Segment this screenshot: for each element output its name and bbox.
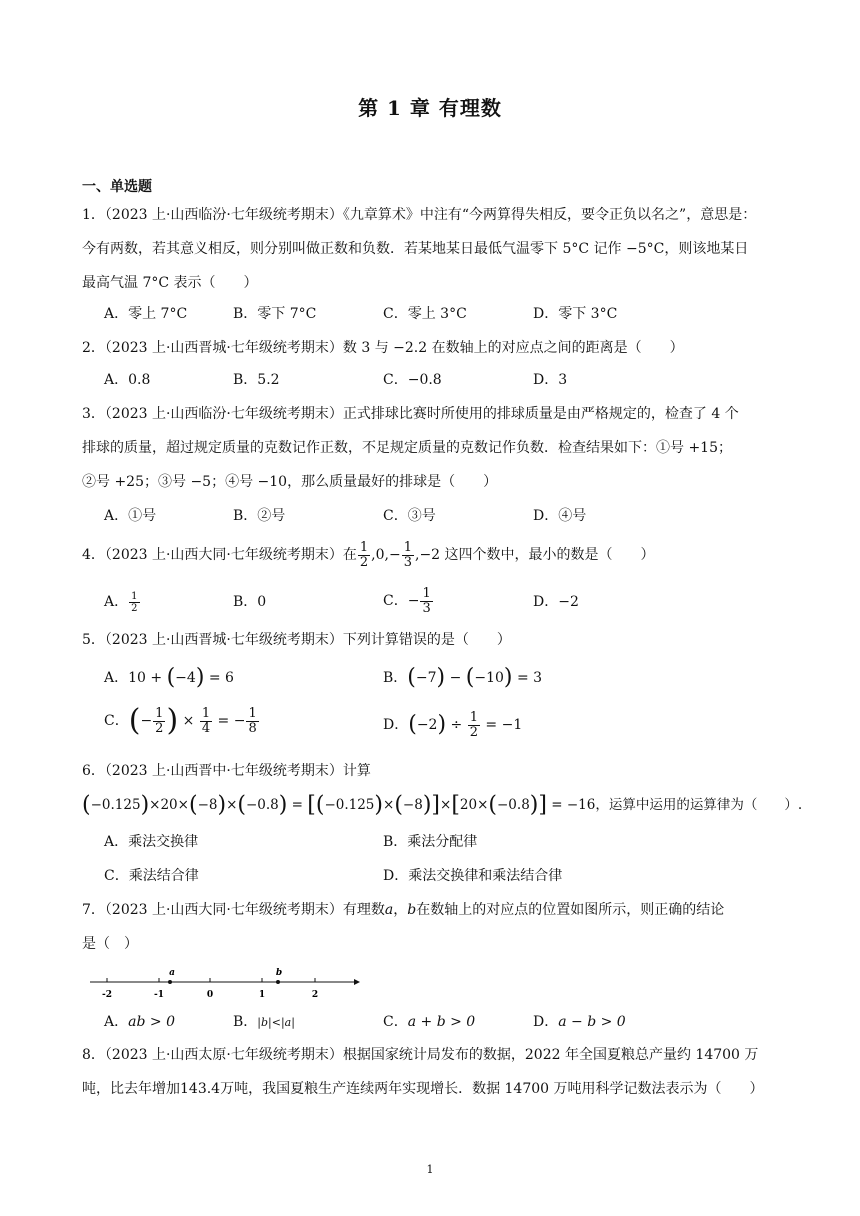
variable-a: a [384,902,394,918]
paren-close: ) [422,792,432,818]
q4-option-b: B．0 [233,594,267,610]
expr-part: × [383,797,395,813]
expr-part: |b|<|a| [257,1016,295,1029]
q2-line-1: 2．（2023 上·山西晋城·七年级统考期末）数 3 与 −2.2 在数轴上的对应点之间的距离是（ ） [82,340,684,356]
q2-option-c: C．−0.8 [383,372,442,388]
expr-part: −2 [416,717,438,733]
point-b [276,980,280,984]
expr-part: −0.125 [324,797,375,813]
expr-part: −0.8 [245,797,279,813]
q1-option-c: C．零上 3°C [383,306,467,322]
paren-open: ( [394,792,403,818]
expr-part: = 3 [512,670,543,686]
fraction-denominator: 4 [201,720,211,736]
paren-close: ) [195,665,205,690]
expr-part: = −1 [480,717,523,733]
q7-option-c [383,1012,475,1032]
paren-open: ( [488,792,497,818]
fraction [420,587,432,616]
fraction-denominator: 8 [248,720,257,736]
expr-part: −7 [415,670,437,686]
fraction-denominator: 2 [469,724,478,740]
q8-line-2: 吨，比去年增加143.4万吨，我国夏粮生产连续两年实现增长．数据 14700 万吨用科学记数法表示为（ ） [82,1081,764,1097]
q3-line-2: 排球的质量，超过规定质量的克数记作正数，不足规定质量的克数记作负数．检查结果如下：①号 +15； [82,440,732,456]
q1-line-1: 1．（2023 上·山西临汾·七年级统考期末）《九章算术》中注有“今两算得失相反，要令正负以名之”，意思是： [82,207,757,223]
expr-part: −4 [175,670,196,686]
q6-expression-line [82,792,802,819]
bracket-open: [ [307,792,316,818]
expr-part: = [287,797,308,813]
q2-option-d: D．3 [533,372,568,388]
q4-option-c [383,585,434,617]
paren-close: ) [529,792,539,818]
q6-option-b: B．乘法分配律 [383,834,478,850]
fraction-numerator: 1 [155,705,164,721]
q2-option-a: A．0.8 [104,372,151,388]
page-number: 1 [426,1163,434,1176]
paren-close: ) [437,712,447,737]
fraction-numerator: 1 [359,539,369,555]
q1-option-a: A．零上 7°C [104,306,188,322]
expr-part: ÷ [446,717,467,733]
q3-option-b: B．②号 [233,508,286,524]
q4-fraction-third [402,541,414,570]
option-label: A． [104,670,129,686]
q5-option-c [104,704,260,738]
paren-open: ( [315,792,325,818]
q7-mid: ， [393,902,408,918]
fraction [200,707,212,736]
q3-option-d: D．④号 [533,508,587,524]
fraction [468,711,480,740]
q1-line-2: 今有两数，若其意义相反，则分别叫做正数和负数．若某地某日最低气温零下 5°C 记作 −5°C，则该地某日 [82,241,749,257]
paren-close: ) [436,665,446,690]
fraction-numerator: 1 [201,705,211,721]
fraction-denominator: 3 [422,600,431,616]
q6-option-c: C．乘法结合律 [104,868,199,884]
axis-arrow-icon [354,979,360,985]
option-label: D． [533,1014,559,1030]
q4-line-1 [82,540,655,570]
option-label: C． [383,1014,408,1030]
expr-part: a − b > 0 [558,1014,626,1030]
q7-line-2: 是（ ） [82,936,138,952]
paren-open: ( [188,792,198,818]
paren-close: ) [503,665,513,690]
expr-part: ×20× [149,797,189,813]
q4-option-a [104,590,141,614]
expr-part: = − [213,713,246,729]
section-heading: 一、单选题 [82,179,152,195]
q7-prefix: 7．（2023 上·山西大同·七年级统考期末）有理数 [82,902,385,918]
fraction-numerator: 1 [248,705,257,721]
paren-open: ( [408,712,417,737]
expr-part: 10 + [128,670,167,686]
q4-tail: ,−2 这四个数中，最小的数是（ ） [415,547,655,563]
expr-part: × [178,713,199,729]
expr-part: −8 [197,797,218,813]
expr-part: × [440,797,452,813]
q1-option-b: B．零下 7°C [233,306,317,322]
q6-option-a: A．乘法交换律 [104,834,199,850]
q2-option-b: B．5.2 [233,372,280,388]
q5-option-b [383,665,542,691]
number-line-figure [88,965,360,1001]
tick-label: -2 [102,990,112,1000]
variable-b: b [407,902,417,918]
bracket-close: ] [538,792,547,818]
q3-option-a: A．①号 [104,508,157,524]
q4-fraction-half [358,541,370,570]
paren-close: ) [166,703,179,738]
point-b-label: b [275,968,283,978]
fraction-numerator: 1 [469,709,478,725]
q6-tail: ，运算中运用的运算律为（ ）. [595,797,803,813]
q6-line-1: 6．（2023 上·山西晋中·七年级统考期末）计算 [82,763,371,779]
q7-suffix: 在数轴上的对应点的位置如图所示，则正确的结论 [416,902,725,918]
fraction-numerator: 1 [131,590,138,602]
q4-prefix: 4．（2023 上·山西大同·七年级统考期末）在 [82,547,357,563]
expr-part: −10 [474,670,504,686]
paren-open: ( [82,792,91,818]
fraction-denominator: 2 [155,720,164,736]
expr-part: a + b > 0 [407,1014,476,1030]
tick-label: 2 [311,990,319,1000]
q6-option-d: D．乘法交换律和乘法结合律 [383,868,563,884]
q7-option-d [533,1012,626,1032]
option-label: D． [383,717,409,733]
expr-part: 20× [459,797,489,813]
fraction [129,591,139,614]
paren-open: ( [237,792,246,818]
expr-part: ab > 0 [128,1014,175,1030]
paren-close: ) [140,792,150,818]
fraction-numerator: 1 [403,539,412,555]
option-label: B． [383,670,408,686]
expr-part: × [226,797,238,813]
paren-close: ) [374,792,383,818]
q5-option-a [104,665,234,691]
bracket-open: [ [451,792,460,818]
fraction [246,707,258,736]
expr-part: − [140,713,153,729]
paren-close: ) [278,792,288,818]
expr-part: −8 [402,797,423,813]
q3-option-c: C．③号 [383,508,436,524]
q4-option-d: D．−2 [533,594,579,610]
paren-open: ( [407,665,416,690]
q5-option-d [383,710,522,740]
fraction-numerator: 1 [422,585,431,601]
option-label: C． [104,713,129,729]
point-a [168,980,172,984]
q3-line-3: ②号 +25；③号 −5；④号 −10，那么质量最好的排球是（ ） [82,474,498,490]
expr-part: −0.8 [497,797,530,813]
paren-open: ( [166,665,176,690]
expr-part: = 6 [204,670,234,686]
q7-option-b [233,1012,295,1033]
option-label: A． [104,594,129,610]
paren-open: ( [128,703,141,738]
fraction-denominator: 2 [359,554,369,570]
fraction [153,707,165,736]
fraction-denominator: 3 [403,554,412,570]
expr-part: = −16 [546,797,596,813]
tick-label: -1 [154,990,164,1000]
q3-line-1: 3．（2023 上·山西临汾·七年级统考期末）正式排球比赛时所使用的排球质量是由严格规定的，检查了 4 个 [82,406,739,422]
q8-line-1: 8．（2023 上·山西太原·七年级统考期末）根据国家统计局发布的数据，2022 年全国夏粮总产量约 14700 万 [82,1047,759,1063]
q5-line-1: 5．（2023 上·山西晋城·七年级统考期末）下列计算错误的是（ ） [82,632,511,648]
expr-part: − [445,670,466,686]
fraction-denominator: 2 [131,602,138,614]
chapter-title: 第 1 章 有理数 [358,96,502,120]
q1-line-3: 最高气温 7°C 表示（ ） [82,275,258,291]
paren-close: ) [217,792,227,818]
expr-part: −0.125 [90,797,141,813]
tick-label: 1 [258,990,266,1000]
q1-option-d: D．零下 3°C [533,306,618,322]
point-a-label: a [169,968,175,978]
option-label: B． [233,1014,258,1030]
q7-option-a [104,1012,175,1032]
paren-open: ( [465,665,475,690]
q4-mid: ,0,− [371,547,401,563]
bracket-close: ] [431,792,440,818]
q7-line-1 [82,900,724,920]
tick-label: 0 [206,990,214,1000]
option-label: A． [104,1014,129,1030]
option-label: C．− [383,593,420,609]
